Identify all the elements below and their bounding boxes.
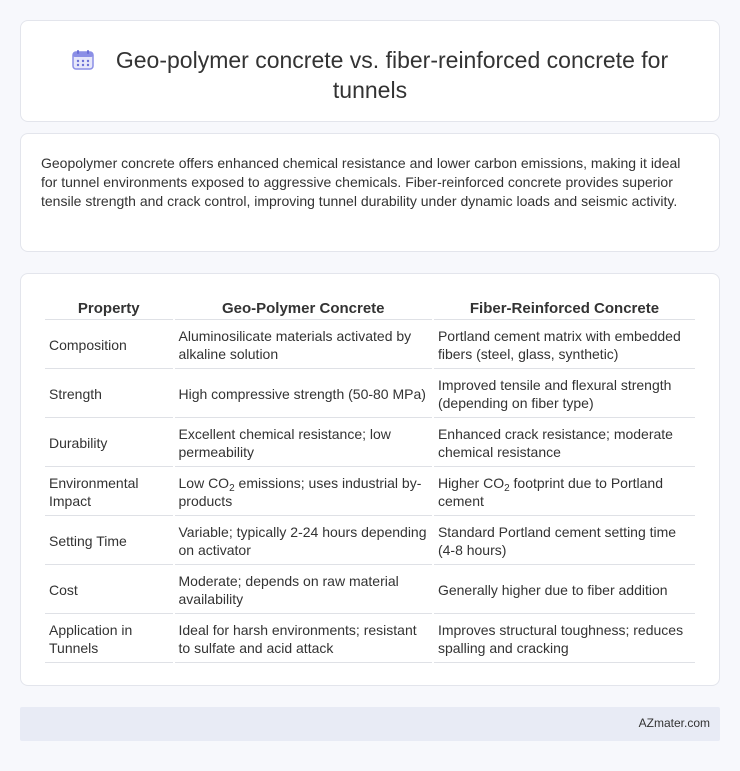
comparison-table <box>43 295 697 663</box>
column-header-fiber-reinforced: Fiber-Reinforced Concrete <box>434 295 695 320</box>
table-row <box>45 320 695 369</box>
fiber-reinforced-cell: Improved tensile and flexural strength (depending on fiber type) <box>434 369 695 418</box>
fiber-subscript: 2 <box>504 482 510 494</box>
table-row <box>45 369 695 418</box>
summary-text: Geopolymer concrete offers enhanced chemical resistance and lower carbon emissions, making it ideal for tunnel environments exposed to aggressive chemicals. Fiber-reinforced concrete provides superior tensile strength and crack control, improving tunnel durability under dynamic loads and seismic activity. <box>41 155 681 209</box>
geo-polymer-cell <box>175 467 432 516</box>
property-cell: Setting Time <box>45 516 173 565</box>
property-cell: Cost <box>45 565 173 614</box>
property-cell: Durability <box>45 418 173 467</box>
table-row <box>45 565 695 614</box>
footer-bar <box>20 707 720 741</box>
geo-subscript: 2 <box>229 482 235 494</box>
table-row <box>45 516 695 565</box>
geo-polymer-cell: Excellent chemical resistance; low permeability <box>175 418 432 467</box>
fiber-reinforced-cell <box>434 467 695 516</box>
table-row <box>45 614 695 663</box>
title-text: Geo-polymer concrete vs. fiber-reinforced concrete for tunnels <box>115 47 669 103</box>
comparison-card <box>20 273 720 686</box>
geo-polymer-cell: Moderate; depends on raw material availability <box>175 565 432 614</box>
geo-polymer-cell: Ideal for harsh environments; resistant to sulfate and acid attack <box>175 614 432 663</box>
calendar-icon <box>72 47 94 67</box>
fiber-reinforced-cell: Portland cement matrix with embedded fibers (steel, glass, synthetic) <box>434 320 695 369</box>
table-row <box>45 418 695 467</box>
table-header-row <box>45 295 695 320</box>
geo-polymer-cell: Aluminosilicate materials activated by alkaline solution <box>175 320 432 369</box>
property-cell: Strength <box>45 369 173 418</box>
fiber-reinforced-cell: Enhanced crack resistance; moderate chemical resistance <box>434 418 695 467</box>
geo-text-post: emissions; uses industrial by-products <box>178 474 422 509</box>
table-row <box>45 467 695 516</box>
geo-polymer-cell: Variable; typically 2-24 hours depending on activator <box>175 516 432 565</box>
property-cell: Composition <box>45 320 173 369</box>
property-cell: Application in Tunnels <box>45 614 173 663</box>
property-cell: Environmental Impact <box>45 467 173 516</box>
geo-text-pre: Low CO <box>178 474 230 491</box>
fiber-reinforced-cell: Standard Portland cement setting time (4-8 hours) <box>434 516 695 565</box>
page-title <box>21 45 719 105</box>
summary-card <box>20 133 720 252</box>
fiber-reinforced-cell: Improves structural toughness; reduces spalling and cracking <box>434 614 695 663</box>
geo-polymer-cell: High compressive strength (50-80 MPa) <box>175 369 432 418</box>
fiber-text-pre: Higher CO <box>437 474 505 491</box>
footer-site-name: AZmater.com <box>638 716 710 730</box>
column-header-property: Property <box>45 295 173 320</box>
fiber-text-post: footprint due to Portland cement <box>437 474 663 509</box>
column-header-geo-polymer: Geo-Polymer Concrete <box>175 295 432 320</box>
title-card <box>20 20 720 122</box>
fiber-reinforced-cell: Generally higher due to fiber addition <box>434 565 695 614</box>
